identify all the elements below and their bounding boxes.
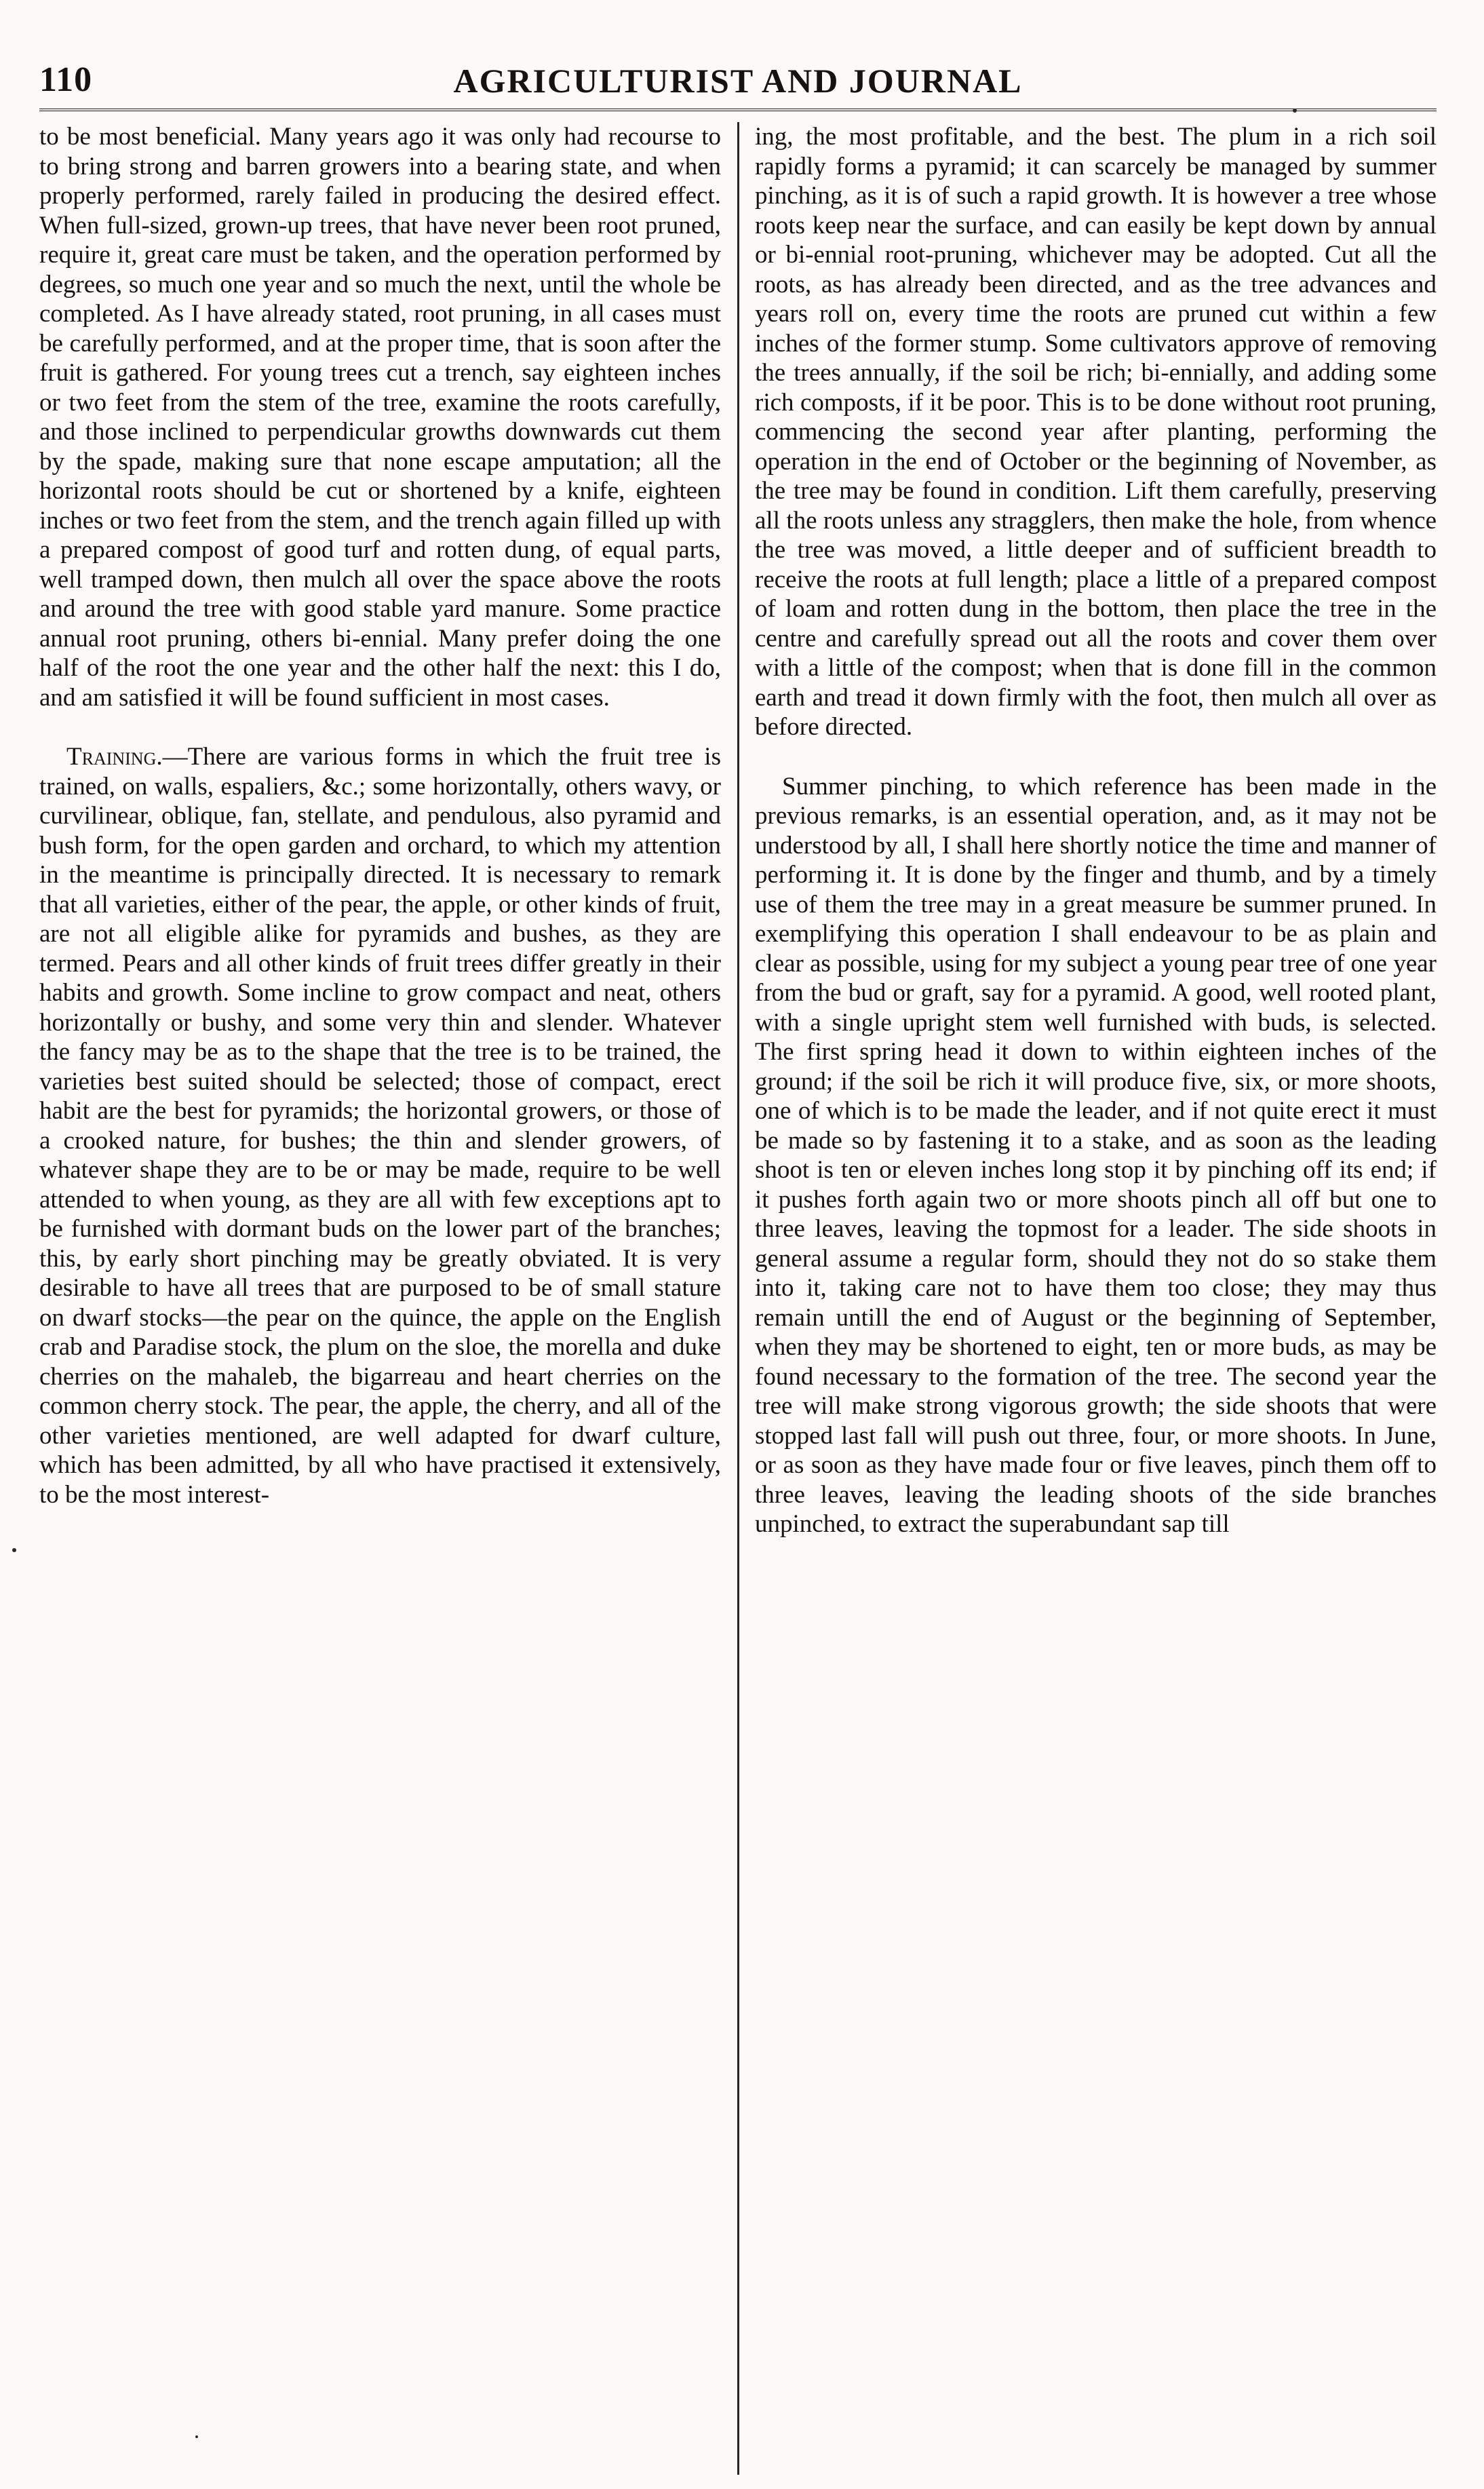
ink-speck — [195, 2435, 198, 2438]
left-column — [39, 122, 721, 2475]
training-heading: Training. — [66, 743, 163, 771]
text-columns — [39, 122, 1437, 2475]
page-number: 110 — [39, 60, 93, 99]
journal-page — [39, 60, 1437, 2475]
training-text: —There are various forms in which the fruit tree is trained, on walls, espaliers, &c.; some horizontally, others wavy, or curvilinear, oblique, fan, stellate, and pendulous, also pyramid and bush form, for the open garden and orchard, to which my attention in the meantime is principally directed. It is necessary to remark that all varieties, either of the pear, the apple, or other kinds of fruit, are not all eligible alike for pyramids and bushes, as they are termed. Pears and all other kinds of fruit trees differ greatly in their habits and growth. Some incline to grow compact and neat, others horizontally or bushy, and some very thin and slender. Whatever the fancy may be as to the shape that the tree is to be trained, the varieties best suited should be selected; those of compact, erect habit are the best for pyramids; the horizontal growers, or those of a crooked nature, for bushes; the thin and slender growers, of whatever shape they are to be or may be made, require to be well attended to when young, as they are all with few exceptions apt to be furnished with dormant buds on the lower part of the branches; this, by early short pinching may be greatly obviated. It is very desirable to have all trees that are purposed to be of small stature on dwarf stocks—the pear on the quince, the apple on the English crab and Paradise stock, the plum on the sloe, the morella and duke cherries on the mahaleb, the bigarreau and heart cherries on the common cherry stock. The pear, the apple, the cherry, and all of the other varieties mentioned, are well adapted for dwarf culture, which has been admitted, by all who have practised it extensively, to be the most interest- — [39, 743, 721, 1509]
ink-speck — [1293, 109, 1297, 113]
running-title: AGRICULTURIST AND JOURNAL — [453, 62, 1023, 100]
training-paragraph — [39, 742, 721, 1509]
left-paragraph-1: to be most beneficial. Many years ago it was only had recourse to to bring strong and barren growers into a bearing state, and when properly performed, rarely failed in producing the desired effect. When full-sized, grown-up trees, that have never been root pruned, require it, great care must be taken, and the operation performed by degrees, so much one year and so much the next, until the whole be completed. As I have already stated, root pruning, in all cases must be carefully performed, and at the proper time, that is soon after the fruit is gathered. For young trees cut a trench, say eighteen inches or two feet from the stem of the tree, examine the roots carefully, and those inclined to perpendicular growths downwards cut them by the spade, making sure that none escape amputation; all the horizontal roots should be cut or shortened by a knife, eighteen inches or two feet from the stem, and the trench again filled up with a prepared compost of good turf and rotten dung, of equal parts, well tramped down, then mulch all over the space above the roots and around the tree with good stable yard manure. Some practice annual root pruning, others bi-ennial. Many prefer doing the one half of the root the one year and the other half the next: this I do, and am satisfied it will be found sufficient in most cases. — [39, 123, 721, 712]
right-paragraph-1: ing, the most profitable, and the best. The plum in a rich soil rapidly forms a pyramid; it can scarcely be managed by summer pinching, as it is of such a rapid growth. It is however a tree whose roots keep near the surface, and can easily be kept down by annual or bi-ennial root-pruning, whichever may be adopted. Cut all the roots, as has already been directed, and as the tree advances and years roll on, every time the roots are pruned cut within a few inches of the former stump. Some cultivators approve of removing the trees annually, if the soil be rich; bi-ennially, and adding some rich composts, if it be poor. This is to be done without root pruning, commencing the second year after planting, performing the operation in the end of October or the beginning of November, as the tree may be found in condition. Lift them carefully, preserving all the roots unless any stragglers, then make the hole, from whence the tree was moved, a little deeper and of sufficient breadth to receive the roots at full length; place a little of a prepared compost of loam and rotten dung in the bottom, then place the tree in the centre and carefully spread out all the roots and cover them over with a little of the compost; when that is done fill in the common earth and tread it down firmly with the foot, then mulch all over as before directed. — [755, 123, 1437, 741]
page-header — [39, 60, 1437, 111]
ink-speck — [12, 1548, 16, 1552]
column-divider — [737, 122, 739, 2475]
right-column — [755, 122, 1437, 2475]
right-paragraph-2: Summer pinching, to which reference has been made in the previous remarks, is an essential operation, and, as it may not be understood by all, I shall here shortly notice the time and manner of performing it. It is done by the finger and thumb, and by a timely use of them the tree may in a great measure be summer pruned. In exemplifying this operation I shall endeavour to be as plain and clear as possible, using for my subject a young pear tree of one year from the bud or graft, say for a pyramid. A good, well rooted plant, with a single upright stem well furnished with buds, is selected. The first spring head it down to within eighteen inches of the ground; if the soil be rich it will produce five, six, or more shoots, one of which is to be made the leader, and if not quite erect it must be made so by fastening it to a stake, and as soon as the leading shoot is ten or eleven inches long stop it by pinching off its end; if it pushes forth again two or more shoots pinch all off but one to three leaves, leaving the topmost for a leader. The side shoots in general assume a regular form, should they not do so stake them into it, taking care not to have them too close; they may thus remain untill the end of August or the beginning of September, when they may be shortened to eight, ten or more buds, as may be found necessary to the formation of the tree. The second year the tree will make strong vigorous growth; the side shoots that were stopped last fall will push out three, four, or more shoots. In June, or as soon as they have made four or five leaves, pinch them off to three leaves, leaving the leading shoots of the side branches unpinched, to extract the superabundant sap till — [755, 772, 1437, 1538]
